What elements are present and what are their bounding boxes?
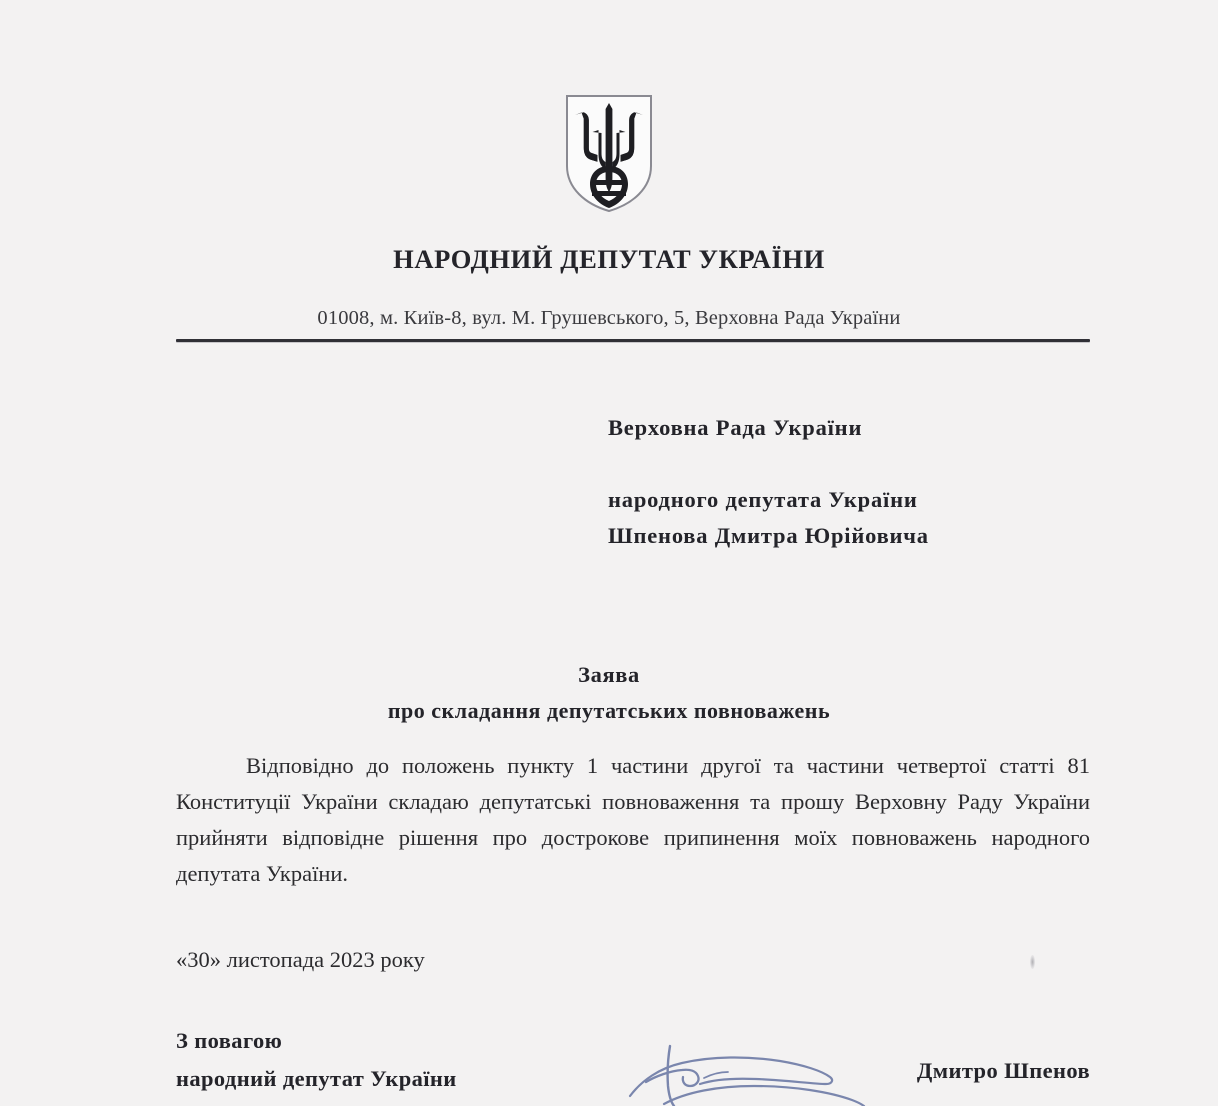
address-line: 01008, м. Київ-8, вул. М. Грушевського, 5, Верховна Рада України: [317, 307, 901, 329]
emblem-container: [0, 92, 1218, 214]
document-body: Відповідно до положень пункту 1 частини другої та частини четвертої статті 81 Конституції України складаю депутатські повноваження та прошу Верховну Раду України прийняти відповідне рішення про дострокове припинення моїх повноважень народного депутата України.: [176, 753, 1090, 886]
document-subtitle: про складання депутатських повноважень: [387, 698, 831, 723]
addressee-authority: Верховна Рада України: [608, 415, 863, 440]
addressee-block: [608, 410, 929, 554]
closing-role: народний депутат України: [176, 1066, 457, 1091]
addressee-role: народного депутата України: [608, 487, 918, 512]
document-date: «30» листопада 2023 року: [176, 947, 425, 972]
signer-name: Дмитро Шпенов: [916, 1058, 1090, 1083]
closing-block: [176, 1022, 457, 1098]
handwritten-signature: [608, 1036, 938, 1106]
closing-salutation: З повагою: [176, 1028, 283, 1053]
addressee-person: Шпенова Дмитра Юрійовича: [608, 523, 929, 548]
ukrainian-trident-coat-of-arms-icon: [561, 92, 657, 214]
document-title: Заява: [578, 662, 640, 687]
header-divider: [176, 339, 1090, 342]
addressee-spacer: [608, 446, 929, 482]
organization-title: НАРОДНИЙ ДЕПУТАТ УКРАЇНИ: [393, 244, 825, 274]
scan-artifact: [1030, 955, 1035, 969]
